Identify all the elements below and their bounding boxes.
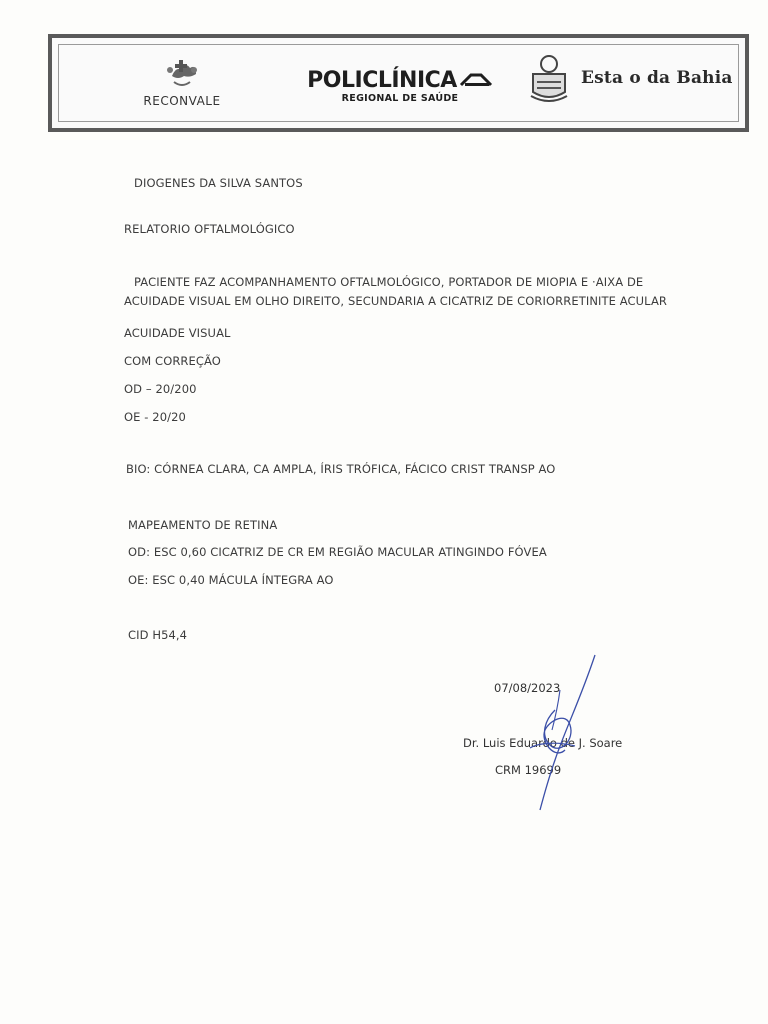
- bahia-state-logo: [527, 52, 733, 104]
- retina-mapping-od: OD: ESC 0,60 CICATRIZ DE CR EM REGIÃO MACULAR ATINGINDO FÓVEA: [128, 545, 547, 559]
- report-paragraph-line-1: PACIENTE FAZ ACOMPANHAMENTO OFTALMOLÓGICO, PORTADOR DE MIOPIA E ·AIXA DE: [134, 275, 644, 289]
- reconvale-emblem-icon: [152, 56, 212, 90]
- signature-date: 07/08/2023: [494, 681, 561, 695]
- oe-acuity: OE - 20/20: [124, 410, 186, 424]
- bahia-coat-of-arms-icon: [527, 52, 571, 104]
- doctor-name: Dr. Luis Eduardo de J. Soare: [463, 736, 623, 750]
- retina-mapping-heading: MAPEAMENTO DE RETINA: [128, 518, 278, 532]
- header-banner: [48, 34, 749, 132]
- report-title: RELATORIO OFTALMOLÓGICO: [124, 222, 295, 236]
- acuity-heading: ACUIDADE VISUAL: [124, 326, 231, 340]
- od-acuity: OD – 20/200: [124, 382, 197, 396]
- acuity-correction: COM CORREÇÃO: [124, 354, 221, 368]
- retina-mapping-oe: OE: ESC 0,40 MÁCULA ÍNTEGRA AO: [128, 573, 334, 587]
- report-paragraph-line-2: ACUIDADE VISUAL EM OLHO DIREITO, SECUNDARIA A CICATRIZ DE CORIORRETINITE ACULAR: [124, 294, 668, 308]
- reconvale-logo-text: RECONVALE: [143, 94, 221, 108]
- patient-name: DIOGENES DA SILVA SANTOS: [134, 176, 303, 190]
- bahia-state-text: Esta o da Bahia: [581, 68, 733, 88]
- policlinica-title: POLICLÍNICA: [307, 68, 457, 93]
- policlinica-logo: [300, 68, 500, 104]
- cid-code: CID H54,4: [128, 628, 188, 642]
- handwritten-signature: [500, 650, 620, 820]
- reconvale-logo: [122, 56, 242, 126]
- policlinica-subtitle: REGIONAL DE SAÚDE: [341, 93, 459, 104]
- policlinica-mark-icon: [459, 73, 493, 89]
- doctor-crm: CRM 19699: [495, 763, 562, 777]
- biomicroscopy-findings: BIO: CÓRNEA CLARA, CA AMPLA, ÍRIS TRÓFICA, FÁCICO CRIST TRANSP AO: [126, 462, 556, 476]
